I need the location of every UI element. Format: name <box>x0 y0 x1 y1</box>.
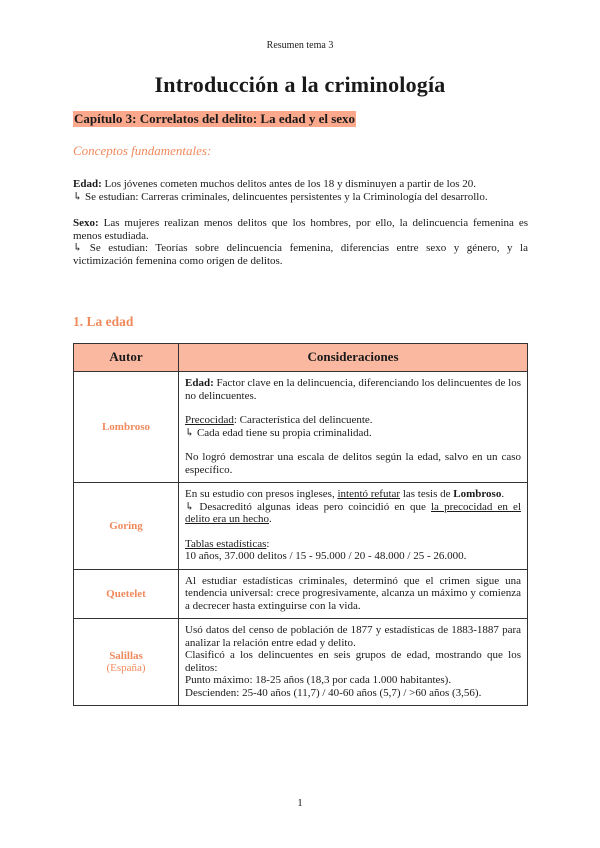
goring-study-text-b: las tesis de <box>400 488 454 500</box>
column-header-author: Autor <box>74 344 179 372</box>
goring-discredit-text: ↳ Desacreditó algunas ideas pero coincidió en que <box>185 500 431 513</box>
goring-tablas-values: 10 años, 37.000 delitos / 15 - 95.000 / 20 - 48.000 / 25 - 26.000. <box>185 550 467 562</box>
goring-study-text-a: En su estudio con presos ingleses, <box>185 488 338 500</box>
table-row-lombroso <box>74 372 528 483</box>
chapter-heading: Capítulo 3: Correlatos del delito: La edad y el sexo <box>74 111 356 126</box>
concept-sexo-text: Las mujeres realizan menos delitos que los hombres, por ello, la delincuencia femenina es menos estudiada. <box>73 217 528 242</box>
author-lombroso: Lombroso <box>74 372 179 483</box>
author-salillas-name: Salillas <box>109 649 143 662</box>
quetelet-text: Al estudiar estadísticas criminales, determinó que el crimen sigue una tendencia universal: crece progresivamente, alcanza un máximo y comienza a decrecer hasta extinguirse con la vida. <box>185 574 521 612</box>
table-row-goring <box>74 483 528 570</box>
lombroso-edad-label: Edad: <box>185 377 214 389</box>
concept-sexo-study: ↳ Se estudian: Teorías sobre delincuencia femenina, diferencias entre sexo y género, y la victimización femenina como origen de delitos. <box>73 242 528 267</box>
column-header-considerations: Consideraciones <box>179 344 528 372</box>
running-header: Resumen tema 3 <box>266 40 334 51</box>
goring-study <box>185 488 521 501</box>
author-quetelet: Quetelet <box>74 569 179 619</box>
table-row-quetelet <box>74 569 528 619</box>
concept-sexo-label: Sexo: <box>73 217 99 229</box>
concept-edad-study: ↳ Se estudian: Carreras criminales, delincuentes persistentes y la Criminología del desarrollo. <box>73 190 488 203</box>
salillas-peak: Punto máximo: 18-25 años (18,3 por cada 1.000 habitantes). <box>185 674 452 686</box>
concept-edad <box>73 178 528 203</box>
considerations-salillas <box>179 619 528 706</box>
author-salillas <box>74 619 179 706</box>
author-goring: Goring <box>74 483 179 570</box>
author-salillas-country: (España) <box>106 662 146 674</box>
considerations-goring <box>179 483 528 570</box>
goring-discredit <box>185 501 521 526</box>
goring-tablas <box>185 538 521 551</box>
goring-discredit-end: . <box>269 513 272 525</box>
lombroso-cada-edad: ↳ Cada edad tiene su propia criminalidad. <box>185 426 372 439</box>
lombroso-precocidad <box>185 414 521 427</box>
considerations-lombroso <box>179 372 528 483</box>
lombroso-precocidad-text: : Característica del delincuente. <box>233 414 373 426</box>
goring-study-underlined: intentó refutar <box>337 488 401 500</box>
considerations-table <box>73 343 528 706</box>
lombroso-edad-text: Factor clave en la delincuencia, diferenciando los delincuentes de los no delincuentes. <box>185 377 521 402</box>
salillas-census: Usó datos del censo de población de 1877 y estadísticas de 1883-1887 para analizar la relación entre edad y delito. <box>185 624 521 649</box>
concept-sexo-definition <box>73 217 528 242</box>
table-row-salillas <box>74 619 528 706</box>
lombroso-no-logro: No logró demostrar una escala de delitos según la edad, salvo en un caso específico. <box>185 451 521 476</box>
concept-edad-text: Los jóvenes cometen muchos delitos antes de los 18 y disminuyen a partir de los 20. <box>101 178 476 190</box>
concept-edad-label: Edad: <box>73 178 102 190</box>
document-title: Introducción a la criminología <box>154 72 446 97</box>
goring-study-lombroso: Lombroso <box>453 488 502 500</box>
goring-tablas-label: Tablas estadísticas <box>185 537 267 550</box>
section-heading-edad: 1. La edad <box>73 314 134 329</box>
salillas-groups: Clasificó a los delincuentes en seis grupos de edad, mostrando que los delitos: <box>185 649 521 674</box>
lombroso-edad <box>185 377 521 402</box>
goring-discredit-underlined: la precocidad en el delito era un hecho <box>185 500 521 525</box>
table-header-row <box>74 344 528 372</box>
page-number: 1 <box>297 797 303 809</box>
lombroso-precocidad-label: Precocidad <box>185 414 234 426</box>
considerations-quetelet <box>179 569 528 619</box>
salillas-decline: Descienden: 25-40 años (11,7) / 40-60 años (5,7) / >60 años (3,56). <box>185 686 482 699</box>
concept-sexo <box>73 217 528 267</box>
concept-edad-definition <box>73 178 528 191</box>
goring-study-end: . <box>501 488 505 500</box>
concepts-heading: Conceptos fundamentales: <box>73 143 212 158</box>
goring-tablas-colon: : <box>266 537 270 550</box>
